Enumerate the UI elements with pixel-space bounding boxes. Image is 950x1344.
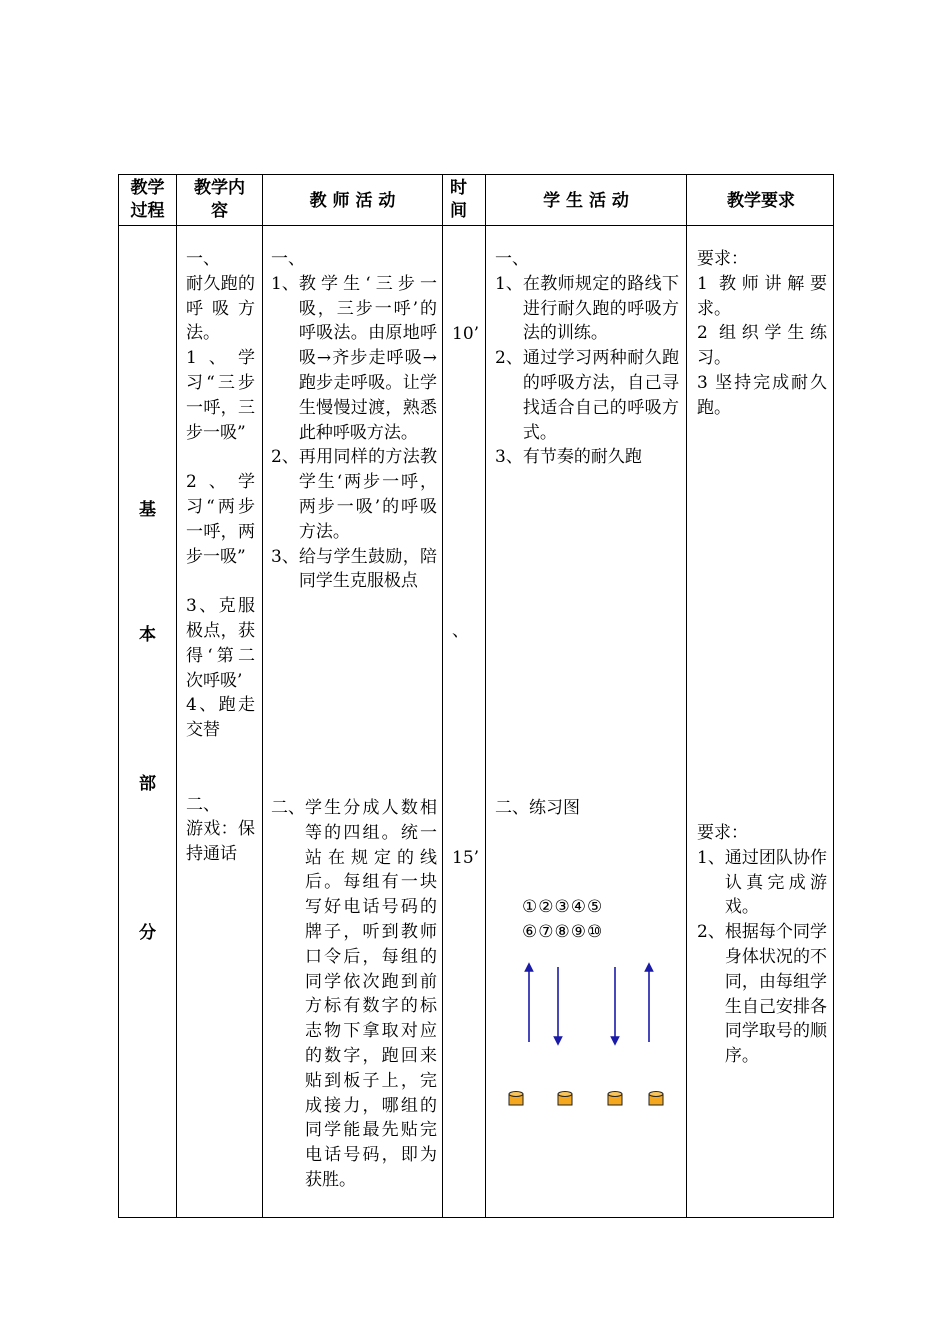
student-part1-title: 一、 bbox=[495, 249, 529, 269]
header-teacher: 教 师 活 动 bbox=[309, 191, 396, 211]
time-second: 15’ bbox=[452, 848, 480, 868]
diagram-numbers-row2: ⑥⑦⑧⑨⑩ bbox=[522, 922, 604, 942]
student-item: 1、 在教师规定的路线下进行耐久跑的呼吸方法的训练。 bbox=[495, 273, 679, 344]
teacher-item: 1、 教学生‘三步一吸，三步一呼’的呼吸法。由原地呼吸→齐步走呼吸→跑步走呼吸。让学生慢慢过渡，熟悉此种呼吸方法。 bbox=[271, 273, 437, 443]
process-char: 分 bbox=[139, 923, 156, 943]
header-process: 教学过程 bbox=[130, 178, 165, 221]
content-part2-subtitle: 游戏：保持通话 bbox=[186, 819, 255, 865]
teacher-part1 bbox=[271, 247, 437, 594]
header-divider bbox=[119, 225, 833, 226]
requirement-part1 bbox=[697, 247, 827, 421]
header-time: 时间 bbox=[450, 178, 467, 221]
time-mark: 、 bbox=[452, 621, 469, 641]
practice-diagram bbox=[486, 955, 686, 1115]
lesson-plan-table bbox=[118, 174, 834, 1218]
header-requirement: 教学要求 bbox=[727, 191, 795, 211]
process-char: 部 bbox=[139, 774, 156, 794]
requirement-item: 1 教师讲解要求。 bbox=[697, 273, 827, 319]
content-item: 3、克服极点，获得‘第二次呼吸’ bbox=[186, 596, 255, 691]
content-part2-title: 二、 bbox=[186, 794, 220, 815]
column-divider bbox=[176, 175, 177, 1217]
cone-icon bbox=[509, 1092, 523, 1106]
time-first: 10’ bbox=[452, 324, 480, 344]
column-divider bbox=[686, 175, 687, 1217]
teacher-part1-title: 一、 bbox=[271, 249, 305, 269]
requirement-item: 3 坚持完成耐久跑。 bbox=[697, 372, 827, 418]
content-item: 2、学习“两步一呼，两步一吸” bbox=[186, 472, 255, 567]
cone-icon bbox=[558, 1092, 572, 1106]
diagram-numbers-row1: ①②③④⑤ bbox=[522, 897, 604, 917]
content-item: 1、学习“三步一呼，三步一吸” bbox=[186, 348, 255, 443]
requirement-part2-title: 要求： bbox=[697, 823, 748, 843]
content-part1-subtitle: 耐久跑的呼吸方法。 bbox=[186, 273, 255, 344]
requirement-part2 bbox=[697, 821, 827, 1069]
teacher-item: 2、 再用同样的方法教学生‘两步一呼，两步一吸’的呼吸方法。 bbox=[271, 447, 437, 542]
requirement-part1-title: 要求： bbox=[697, 249, 748, 269]
cone-icon bbox=[608, 1092, 622, 1106]
student-part2-title: 二、练习图 bbox=[495, 798, 580, 818]
teacher-part2: 二、 学生分成人数相等的四组。统一站在规定的线后。每组有一块写好电话号码的牌子，听到教师口令后，每组的同学依次跑到前方标有数字的标志物下拿取对应的数字，跑回来贴到板子上，完成接力，哪组的同学能最先贴完电话号码，即为获胜。 bbox=[271, 798, 437, 1190]
student-item: 2、 通过学习两种耐久跑的呼吸方法，自己寻找适合自己的呼吸方式。 bbox=[495, 348, 679, 443]
requirement-item: 1、 通过团队协作认真完成游戏。 bbox=[697, 847, 827, 918]
process-char: 本 bbox=[139, 625, 156, 645]
content-section bbox=[186, 247, 255, 867]
column-divider bbox=[262, 175, 263, 1217]
requirement-item: 2 组织学生练习。 bbox=[697, 323, 827, 369]
teacher-item: 3、 给与学生鼓励，陪同学生克服极点 bbox=[271, 546, 437, 592]
column-divider bbox=[442, 175, 443, 1217]
header-student: 学 生 活 动 bbox=[543, 191, 629, 211]
cone-icon bbox=[649, 1092, 663, 1106]
content-part1-title: 一、 bbox=[186, 249, 220, 269]
student-part1 bbox=[495, 247, 679, 470]
content-item: 4、跑走交替 bbox=[186, 695, 255, 741]
student-item: 3、 有节奏的耐久跑 bbox=[495, 447, 642, 468]
requirement-item: 2、 根据每个同学身体状况的不同，由每组学生自己安排各同学取号的顺序。 bbox=[697, 922, 827, 1067]
header-content: 教学内容 bbox=[194, 178, 245, 221]
process-char: 基 bbox=[139, 500, 156, 520]
